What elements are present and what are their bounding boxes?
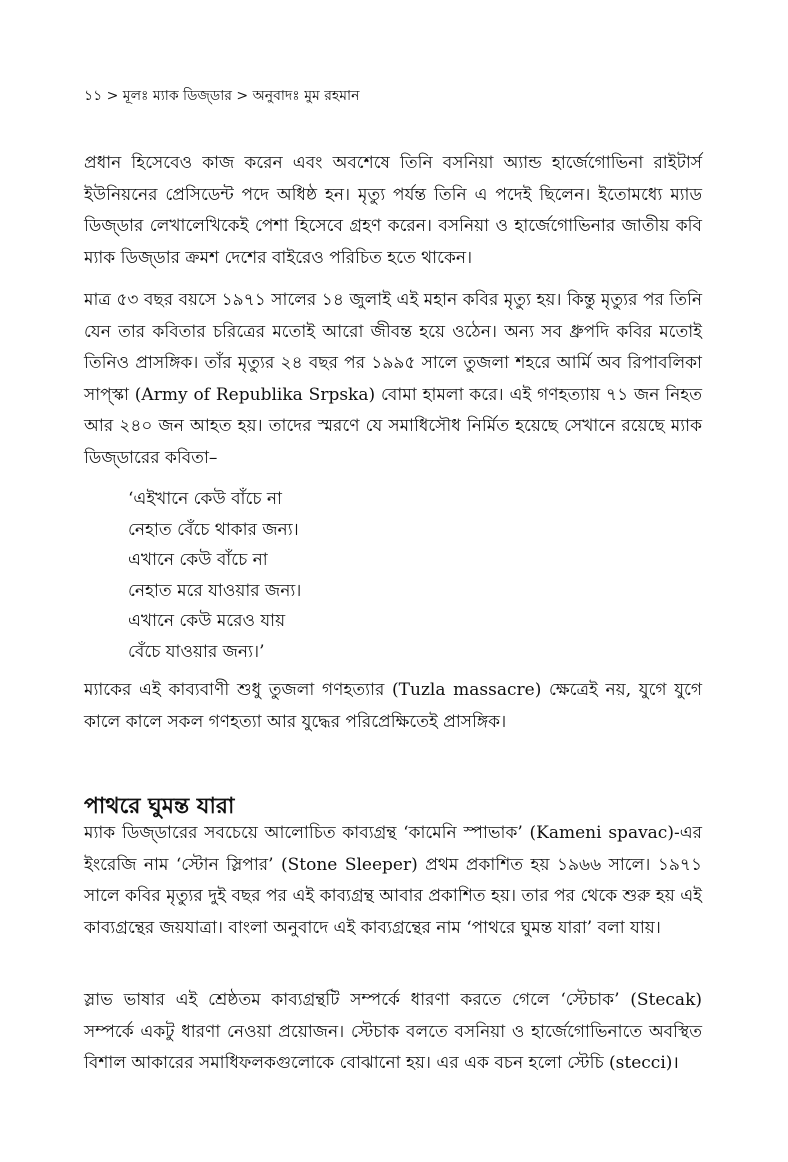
poem-line: ‘এইখানে কেউ বাঁচে না	[128, 489, 282, 509]
running-header: ১১ > মূলঃ ম্যাক ডিজ্‌ডার > অনুবাদঃ মুম রহমান	[84, 88, 360, 104]
paragraph-1: প্রধান হিসেবেও কাজ করেন এবং অবশেষে তিনি বসনিয়া অ্যান্ড হার্জেগোভিনা রাইটার্স ইউনিয়নের প্রেসিডেন্ট পদে অধিষ্ঠ হন। মৃত্যু পর্যন্ত তিনি এ পদেই ছিলেন। ইতোমধ্যে ম্যাড ডিজ্‌ডার লেখালেখিকেই পেশা হিসেবে গ্রহণ করেন। বসনিয়া ও হার্জেগোভিনার জাতীয় কবি ম্যাক ডিজ্‌ডার ক্রমশ দেশের বাইরেও পরিচিত হতে থাকেন।	[84, 153, 702, 268]
paragraph-5: স্লাভ ভাষার এই শ্রেষ্ঠতম কাব্যগ্রন্থটি সম্পর্কে ধারণা করতে গেলে ‘স্টেচাক’ (Stecak) সম্পর্কে একটু ধারণা নেওয়া প্রয়োজন। স্টেচাক বলতে বসনিয়া ও হার্জেগোভিনাতে অবস্থিত বিশাল আকারের সমাধিফলকগুলোকে বোঝানো হয়। এর এক বচন হলো স্টেচি (stecci)।	[84, 990, 702, 1073]
paragraph-3: ম্যাকের এই কাব্যবাণী শুধু তুজলা গণহত্যার (Tuzla massacre) ক্ষেত্রেই নয়, যুগে যুগে কালে কালে সকল গণহত্যা আর যুদ্ধের পরিপ্রেক্ষিতেই প্রাসঙ্গিক।	[84, 680, 702, 732]
poem-line: নেহাত মরে যাওয়ার জন্য।	[128, 580, 302, 601]
poem-line: এখানে কেউ মরেও যায়	[128, 611, 286, 632]
poem-line: বেঁচে যাওয়ার জন্য।’	[128, 641, 265, 662]
paragraph-2: মাত্র ৫৩ বছর বয়সে ১৯৭১ সালের ১৪ জুলাই এই মহান কবির মৃত্যু হয়। কিন্তু মৃত্যুর পর তিনি যেন তার কবিতার চরিত্রের মতোই আরো জীবন্ত হয়ে ওঠেন। অন্য সব ধ্রুপদি কবির মতোই তিনিও প্রাসঙ্গিক। তাঁর মৃত্যুর ২৪ বছর পর ১৯৯৫ সালে তুজলা শহরে আর্মি অব রিপাবলিকা সাপ্স্কা (Army of Republika Srpska) বোমা হামলা করে। এই গণহত্যায় ৭১ জন নিহত আর ২৪০ জন আহত হয়। তাদের স্মরণে যে সমাধিসৌধ নির্মিত হয়েছে সেখানে রয়েছে ম্যাক ডিজ্‌ডারের কবিতা–	[84, 290, 702, 468]
section-title: পাথরে ঘুমন্ত যারা	[84, 793, 235, 819]
paragraph-4: ম্যাক ডিজ্‌ডারের সবচেয়ে আলোচিত কাব্যগ্রন্থ ‘কামেনি স্পাভাক’ (Kameni spavac)-এর ইংরেজি নাম ‘স্টোন স্লিপার’ (Stone Sleeper) প্রথম প্রকাশিত হয় ১৯৬৬ সালে। ১৯৭১ সালে কবির মৃত্যুর দুই বছর পর এই কাব্যগ্রন্থ আবার প্রকাশিত হয়। তার পর থেকে শুরু হয় এই কাব্যগ্রন্থের জয়যাত্রা। বাংলা অনুবাদে এই কাব্যগ্রন্থের নাম ‘পাথরে ঘুমন্ত যারা’ বলা যায়।	[84, 823, 702, 938]
poem-block	[128, 484, 608, 668]
poem-line: নেহাত বেঁচে থাকার জন্য।	[128, 519, 299, 540]
poem-line: এখানে কেউ বাঁচে না	[128, 550, 268, 571]
